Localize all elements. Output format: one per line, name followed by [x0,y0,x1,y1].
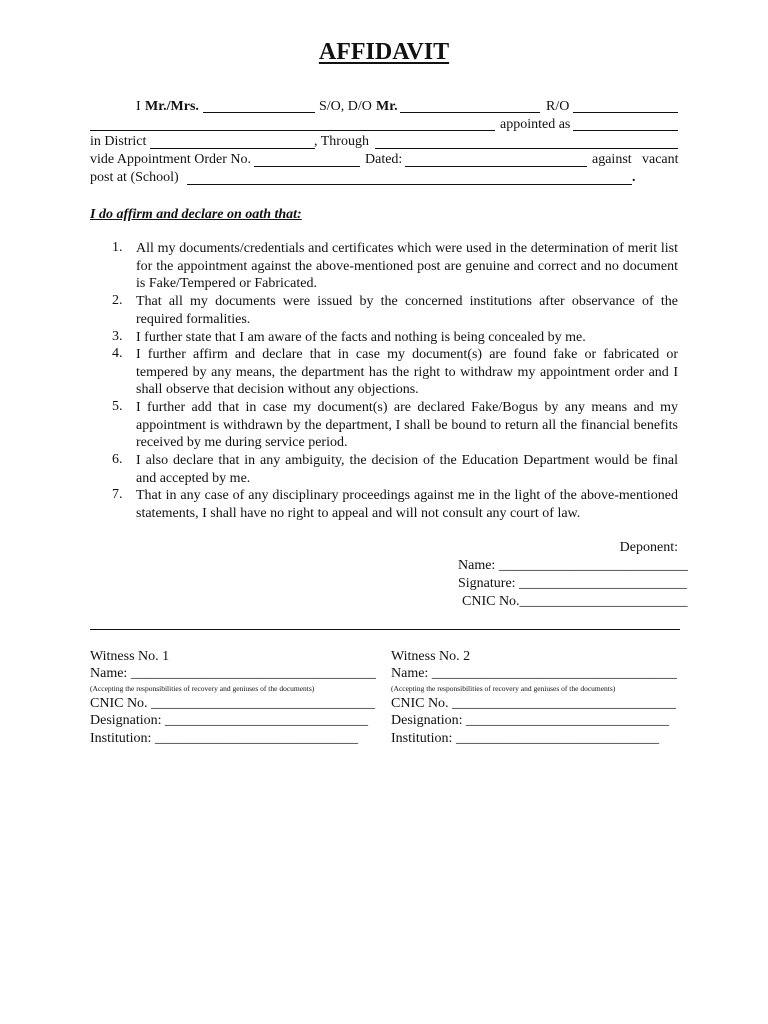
deponent-label: Deponent: [619,540,678,555]
deponent-name-field[interactable]: Name: ___________________________ [458,558,688,573]
clause-text: That all my documents were issued by the concerned institutions after observance of the required formalities. [136,294,678,327]
intro-dated: Dated: [365,152,403,167]
name-blank[interactable] [203,112,315,113]
residence-blank[interactable] [573,112,678,113]
witness1-cnic-field[interactable]: CNIC No. ________________________________ [90,696,376,711]
witness1-title: Witness No. 1 [90,649,170,664]
clause-text: I further affirm and declare that in case my document(s) are found fake or fabricated or tempered by any means, the department has the right to withdraw my appointment order and I shall observe that decision without any objections. [136,347,678,398]
clause-text: All my documents/credentials and certificates which were used in the determination of merit list for the appointment against the above-mentioned post are genuine and correct and no document is Fake/Tempered or Fabricated. [136,241,678,292]
witness2-title: Witness No. 2 [391,649,471,664]
deponent-signature-field[interactable]: Signature: ________________________ [458,576,688,591]
witness1-name-field[interactable]: Name: ___________________________________ [90,666,376,681]
clause-number: 6. [112,452,123,467]
witness1-note: (Accepting the responsibilities of recovery and geniuses of the documents) [90,684,315,693]
district-blank[interactable] [150,148,315,149]
witness1-designation-field[interactable]: Designation: _____________________________ [90,713,369,728]
clause-number: 3. [112,329,123,344]
witness2-designation-field[interactable]: Designation: _____________________________ [391,713,670,728]
address-blank[interactable] [90,130,495,131]
witness2-cnic-field[interactable]: CNIC No. ________________________________ [391,696,677,711]
witness1-institution-field[interactable]: Institution: _____________________________ [90,731,358,746]
intro-through: , Through [314,134,369,149]
divider [90,629,680,630]
intro-vide-order: vide Appointment Order No. [90,152,251,167]
intro-vacant: vacant [642,152,679,167]
clause-text: I further add that in case my document(s) are declared Fake/Bogus by any means and my appointment is withdrawn by the department, I shall be bound to return all the financial benefits received by me during service period. [136,400,678,451]
intro-mr: Mr. [376,99,398,114]
clause-number: 5. [112,399,123,414]
order-number-blank[interactable] [254,166,360,167]
clause-number: 4. [112,346,123,361]
clause-text: I further state that I am aware of the facts and nothing is being concealed by me. [136,330,586,345]
deponent-cnic-field[interactable]: CNIC No.________________________ [462,594,688,609]
witness2-institution-field[interactable]: Institution: _____________________________ [391,731,659,746]
school-blank[interactable] [187,184,632,185]
intro-so-do: S/O, D/O [319,99,372,114]
clause-number: 7. [112,487,123,502]
intro-in-district: in District [90,134,147,149]
clause-number: 2. [112,293,123,308]
intro-i-label: I [136,99,141,114]
witness2-name-field[interactable]: Name: ___________________________________ [391,666,677,681]
designation-blank[interactable] [573,130,678,131]
father-name-blank[interactable] [400,112,540,113]
clause-text: That in any case of any disciplinary proceedings against me in the light of the above-mentioned statements, I shall have no right to appeal and will not consult any court of law. [136,488,678,521]
witness2-note: (Accepting the responsibilities of recovery and geniuses of the documents) [391,684,616,693]
clause-text: I also declare that in any ambiguity, the decision of the Education Department would be final and accepted by me. [136,453,678,486]
document-title: AFFIDAVIT [318,39,450,65]
intro-ro: R/O [546,99,570,114]
through-blank[interactable] [375,148,678,149]
intro-appointed-as: appointed as [500,117,571,132]
intro-mr-mrs: Mr./Mrs. [145,99,199,114]
intro-against: against [592,152,632,167]
clause-number: 1. [112,240,123,255]
intro-period: . [632,170,636,185]
declaration-heading: I do affirm and declare on oath that: [90,207,302,222]
date-blank[interactable] [405,166,587,167]
intro-post-at: post at (School) [90,170,179,185]
